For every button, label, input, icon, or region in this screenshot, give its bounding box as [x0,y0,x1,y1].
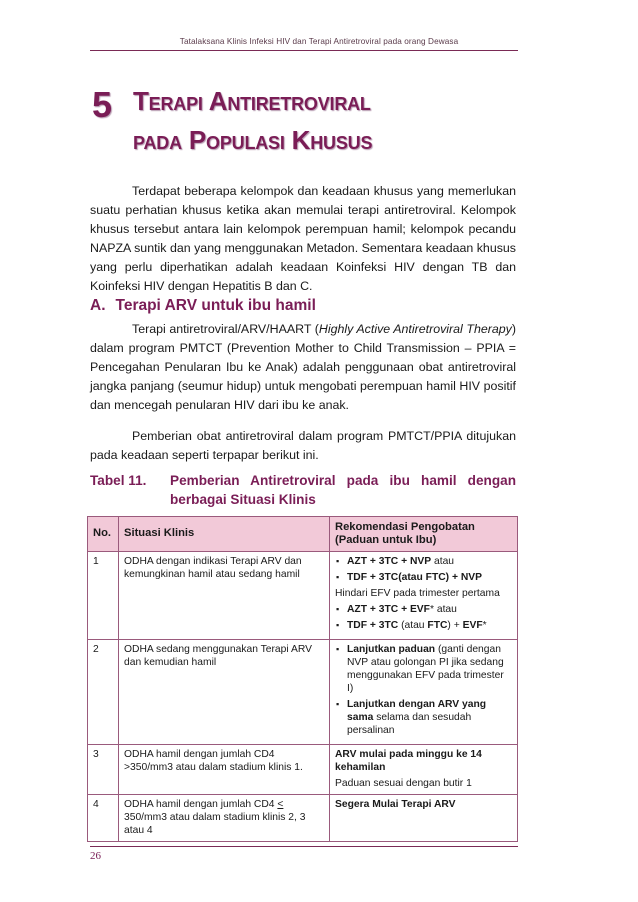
p1-rest: ) dalam program PMTCT (Prevention Mother to Child Transmission – PPIA = Pencegahan Penularan Ibu ke Anak) adalah penggunaan obat antiretroviral jangka panjang (seumur hidup) untuk mengobati perempuan hamil HIV positif dan mencegah penularan HIV dari ibu ke anak. [90,322,516,412]
section-title: Terapi ARV untuk ibu hamil [115,297,316,314]
rec-note: Hindari EFV pada trimester pertama [335,588,500,599]
arv-table [87,516,518,842]
cell-recommendation [330,640,518,745]
header-rule [90,50,518,51]
intro-paragraph: Terdapat beberapa kelompok dan keadaan khusus yang memerlukan suatu perhatian khusus ketika akan memulai terapi antiretroviral. Kelompok khusus tersebut antara lain kelompok perempuan hamil; kelompok pecandu NAPZA suntik dan yang menggunakan Metadon. Sementara keadaan khusus yang perlu diperhatikan adalah keadaan Koinfeksi HIV dengan TB dan Koinfeksi HIV dengan Hepatitis B dan C. [90,184,516,293]
cell-recommendation [330,552,518,640]
header-situation: Situasi Klinis [119,517,330,552]
rec-bullet: ▪ TDF + 3TC(atau FTC) + NVP [335,571,512,584]
table-header-row [88,517,518,552]
p1-lead: Terapi antiretroviral/ARV/HAART ( [132,322,319,336]
rec-bullet: ▪ AZT + 3TC + NVP atau [335,555,512,568]
cell-situation: ODHA hamil dengan jumlah CD4 < 350/mm3 atau dalam stadium klinis 2, 3 atau 4 [119,795,330,842]
cell-recommendation [330,745,518,795]
cell-situation: ODHA hamil dengan jumlah CD4 >350/mm3 atau dalam stadium klinis 1. [119,745,330,795]
chapter-number: 5 [92,84,113,125]
cell-situation: ODHA sedang menggunakan Terapi ARV dan kemudian hamil [119,640,330,745]
cell-no: 1 [88,552,119,640]
cell-recommendation: Segera Mulai Terapi ARV [330,795,518,842]
section-heading [90,297,316,315]
cell-no: 4 [88,795,119,842]
chapter-title-line2: pada Populasi Khusus [133,125,373,155]
table-caption-label: Tabel 11. [90,473,147,488]
rec-line: ARV mulai pada minggu ke 14 kehamilan [335,749,482,773]
header-recommendation: Rekomendasi Pengobatan (Paduan untuk Ibu) [330,517,518,552]
cell-no: 2 [88,640,119,745]
footer-rule [90,846,518,847]
rec-bullet: ▪ Lanjutkan paduan (ganti dengan NVP atau golongan PI jika sedang menggunakan EFV pada trimester I) [335,643,512,695]
section-letter: A. [90,297,106,314]
rec-bullet: ▪ TDF + 3TC (atau FTC) + EVF* [335,619,512,632]
cell-situation: ODHA dengan indikasi Terapi ARV dan kemungkinan hamil atau sedang hamil [119,552,330,640]
cell-no: 3 [88,745,119,795]
table-caption-text: Pemberian Antiretroviral pada ibu hamil dengan berbagai Situasi Klinis [170,473,516,507]
rec-bullet: ▪ AZT + 3TC + EVF* atau [335,603,512,616]
table-caption [90,471,516,509]
rec-line: Paduan sesuai dengan butir 1 [335,778,472,789]
table-row [88,552,518,640]
page-number: 26 [90,850,101,862]
p1-italic: Highly Active Antiretroviral Therapy [318,322,512,336]
table-row [88,745,518,795]
table-row [88,795,518,842]
section-paragraph-1 [90,320,516,415]
running-header: Tatalaksana Klinis Infeksi HIV dan Terapi Antiretroviral pada orang Dewasa [179,37,459,46]
rec-bullet: ▪ Lanjutkan dengan ARV yang sama selama dan sesudah persalinan [335,698,512,737]
table-row [88,640,518,745]
chapter-title-line1: Terapi Antiretroviral [133,86,371,116]
header-no: No. [88,517,119,552]
section-paragraph-2: Pemberian obat antiretroviral dalam program PMTCT/PPIA ditujukan pada keadaan seperti terpapar berikut ini. [90,429,516,462]
